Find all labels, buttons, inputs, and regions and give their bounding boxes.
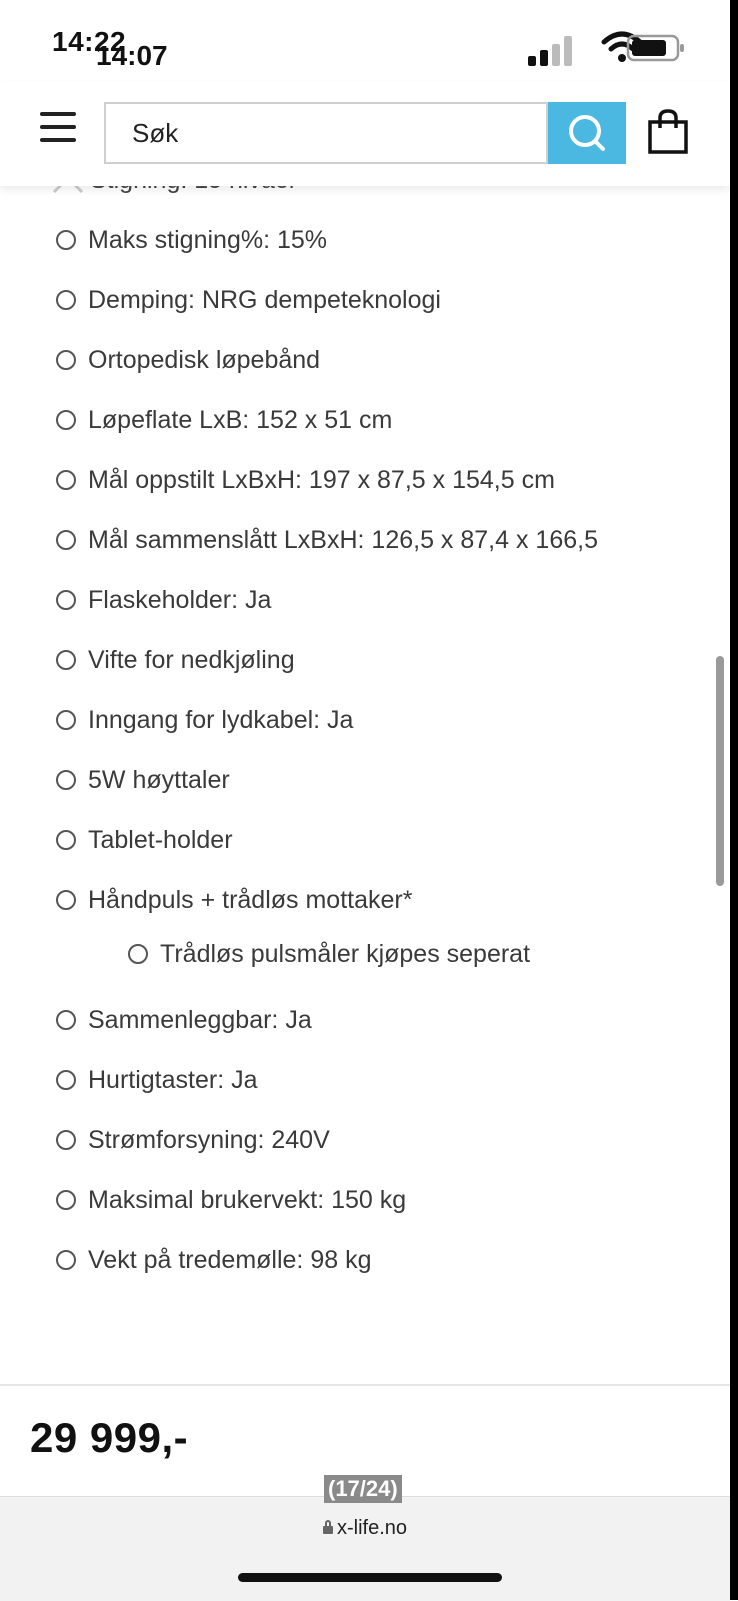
list-item [56,1240,371,1280]
site-header [0,82,730,186]
list-item [56,700,353,740]
bullet-circle-icon [56,1010,76,1030]
bullet-circle-icon [56,470,76,490]
home-indicator[interactable] [238,1573,502,1582]
spec-label: Sammenleggbar: Ja [88,1005,312,1034]
image-counter: (17/24) [324,1475,402,1503]
bullet-circle-icon [56,1070,76,1090]
bullet-circle-icon [56,1250,76,1270]
list-item [56,340,320,380]
url-field[interactable] [0,1517,730,1540]
url-text: x-life.no [336,1517,408,1539]
bullet-circle-icon [56,650,76,670]
shopping-bag-icon [646,108,690,156]
spec-label: Strømforsyning: 240V [88,1125,330,1154]
spec-label: Trådløs pulsmåler kjøpes seperat [160,939,531,968]
list-item [56,1120,330,1160]
status-bar [0,0,730,82]
bullet-circle-icon [56,710,76,730]
spec-label: Maksimal brukervekt: 150 kg [88,1185,407,1214]
status-time-overlay: 14:22 [52,26,127,57]
list-item [56,1060,258,1100]
bullet-circle-icon [56,230,76,250]
list-item [56,460,555,500]
list-item [56,400,392,440]
product-price: 29 999,- [30,1414,189,1461]
list-item [56,1180,406,1220]
spec-label: Flaskeholder: Ja [88,585,272,614]
shopping-bag-button[interactable] [646,108,690,156]
bullet-circle-icon [56,290,76,310]
status-time: 14:07 [96,40,168,71]
spec-label: Mål sammenslått LxBxH: 126,5 x 87,4 x 166,5 [88,525,598,554]
spec-list [0,186,730,1386]
bullet-circle-icon [56,1130,76,1150]
scrollbar[interactable] [716,656,724,886]
search-box [104,102,548,164]
list-item [56,220,327,260]
spec-label: Ortopedisk løpebånd [88,345,321,374]
spec-label: Vifte for nedkjøling [88,645,295,674]
spec-label: Løpeflate LxB: 152 x 51 cm [88,405,393,434]
bullet-circle-icon [56,1190,76,1210]
spec-label: Vekt på tredemølle: 98 kg [88,1245,372,1274]
bullet-circle-icon [56,350,76,370]
bullet-circle-icon [56,830,76,850]
search-icon [548,102,626,164]
bullet-circle-icon [56,590,76,610]
cellular-signal-icon [528,32,598,66]
bullet-circle-icon [56,530,76,550]
spec-label: Tablet-holder [88,825,233,854]
spec-label: Hurtigtaster: Ja [88,1065,258,1094]
spec-label: Håndpuls + trådløs mottaker* [88,885,413,914]
bullet-circle-icon [56,890,76,910]
list-item [56,640,295,680]
bullet-circle-icon [56,410,76,430]
list-item [56,820,233,860]
bullet-circle-icon [56,770,76,790]
search-input[interactable] [106,104,546,162]
spec-label: Mål oppstilt LxBxH: 197 x 87,5 x 154,5 cm [88,465,555,494]
search-button[interactable] [548,102,626,164]
list-item [56,280,441,320]
list-item [56,1000,312,1040]
list-item-nested [128,934,530,974]
lock-icon [323,1526,333,1534]
spec-label: Maks stigning%: 15% [88,225,328,254]
spec-label: Inngang for lydkabel: Ja [88,705,354,734]
list-item [56,880,412,920]
list-item [56,580,271,620]
list-item [56,760,230,800]
hamburger-menu-icon[interactable] [40,112,80,152]
spec-label: Demping: NRG dempeteknologi [88,285,441,314]
bullet-circle-icon [128,944,148,964]
spec-label: 5W høyttaler [88,765,230,794]
browser-address-bar [0,1476,730,1601]
list-item [56,520,598,560]
battery-icon [626,32,686,64]
